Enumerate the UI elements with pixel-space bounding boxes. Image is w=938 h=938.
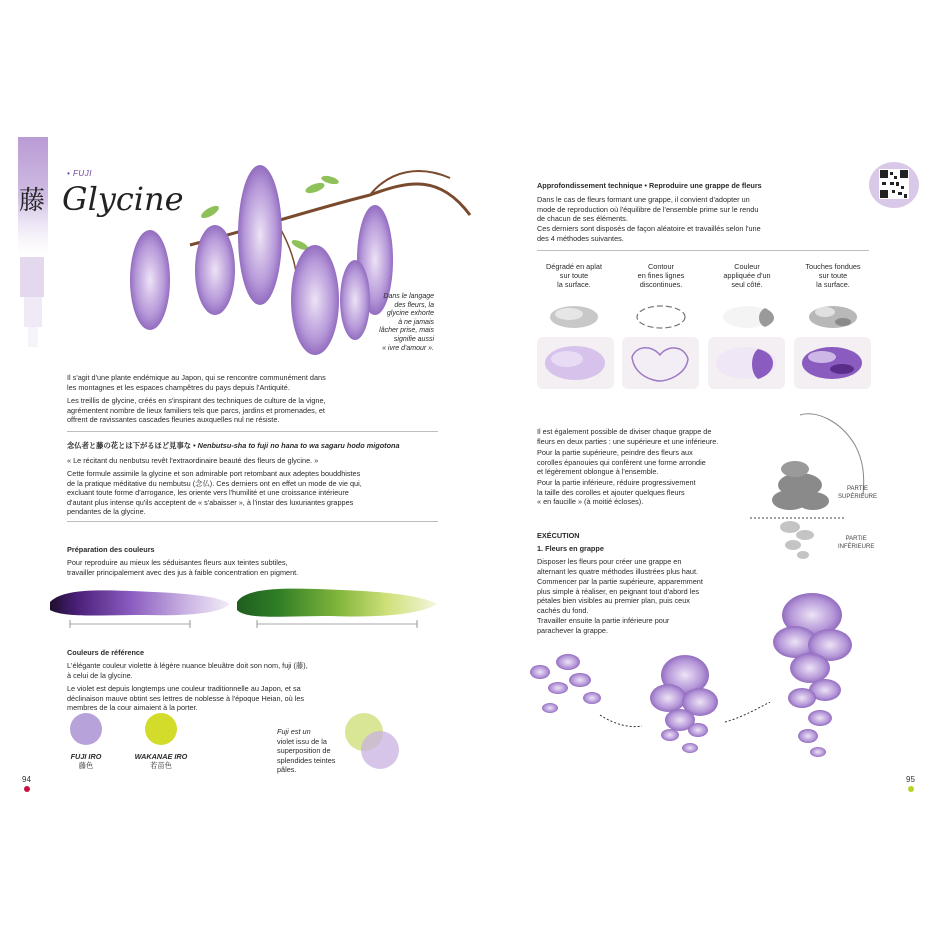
illustration-caption: Dans le langage des fleurs, la glycine exhorte à ne jamais lâcher prise, mais signifie aussi « ivre d'amour ». [379, 293, 434, 352]
watercolor-band [18, 137, 48, 347]
ref-colors-paragraph-1: L'élégante couleur violette à légère nuance bleuâtre doit son nom, fuji (藤), à celui de la glycine. [67, 661, 308, 680]
proverb-translation: « Le récitant du nenbutsu revêt l'extraordinaire beauté des fleurs de glycine. » [67, 456, 319, 465]
green-paint-stroke [232, 580, 442, 632]
divider [67, 521, 438, 522]
cluster-diagram [745, 405, 905, 575]
method-swatch-1 [537, 337, 614, 389]
exec-subheading: 1. Fleurs en grappe [537, 544, 604, 553]
page-number-right: 95 [906, 775, 915, 784]
part-lower-label: PARTIE INFÉRIEURE [838, 536, 875, 550]
tech-paragraph-2: Ces derniers sont disposés de façon aléatoire et travaillés selon l'une des 4 méthodes suivantes. [537, 224, 761, 243]
purple-paint-stroke [45, 582, 235, 632]
ref-colors-paragraph-2: Le violet est depuis longtemps une couleur traditionnelle au Japon, et sa déclinaison mauve obtint ses lettres de noblesse à l'époque Heian, où les membres de la cour aimaient à la porter. [67, 684, 305, 713]
kanji-heading: 藤 [19, 186, 46, 216]
intro-paragraph-2: Les treillis de glycine, créés en s'inspirant des techniques de culture de la vigne, agrémentent nombre de lieux familiers tels que parcs, jardins et promenades, et offrent de ravissantes cascades fleuries auxquelles nul ne résiste. [67, 396, 326, 425]
proverb-explanation: Cette formule assimile la glycine et son admirable port retombant aux adeptes bouddhistes de la pratique méditative du nembutsu (念仏). Ces derniers ont en effet un mode de vie qui, excluant toute forme d'arrogance, les oriente vers l'humilité et une croissance intérieure d'autant plus intense qu'ils acceptent de « s'abaisser », à l'instar des luxuriantes grappes pendantes de la glycine. [67, 469, 362, 517]
qr-code-icon[interactable] [868, 160, 920, 210]
proverb-heading: 念仏者と藤の花とは下がるほど見事な • Nenbutsu-sha to fuji no hana to wa sagaru hodo migotona [67, 441, 400, 450]
page-dot-right [908, 786, 914, 792]
wisteria-steps-illustration [520, 580, 880, 775]
intro-paragraph-1: Il s'agit d'une plante endémique au Japon, qui se rencontre communément dans les montagnes et les espaces champêtres du pays depuis l'Antiquité. [67, 373, 326, 392]
prep-text: Pour reproduire au mieux les séduisantes fleurs aux teintes subtiles, travailler principalement avec des jus à faible concentration en pigment. [67, 558, 299, 577]
exec-paragraph-1: Disposer les fleurs pour créer une grappe en alternant les quatre méthodes illustrées plus haut. [537, 557, 699, 576]
mix-note: Fuji est un violet issu de la superposition de splendides teintes pâles. [277, 727, 336, 775]
method-swatch-3 [708, 337, 785, 389]
fuji-iro-swatch [70, 713, 102, 745]
split-paragraph-1: Il est également possible de diviser chaque grappe de fleurs en deux parties : une supérieure et une inférieure. [537, 427, 719, 446]
page-dot-left [24, 786, 30, 792]
tech-heading: Approfondissement technique • Reproduire une grappe de fleurs [537, 181, 762, 190]
tech-paragraph-1: Dans le cas de fleurs formant une grappe, il convient d'adopter un mode de reproduction où l'équilibre de l'ensemble prime sur le rendu de chacun de ses éléments. [537, 195, 759, 224]
method-swatch-2 [622, 337, 699, 389]
method-label-1: Dégradé en aplat sur toute la surface. [546, 262, 602, 289]
color-overlap-circles [342, 712, 404, 774]
ref-colors-heading: Couleurs de référence [67, 648, 145, 657]
divider [67, 431, 438, 432]
page-number-left: 94 [22, 775, 31, 784]
kicker: • FUJI [67, 169, 92, 178]
wakanae-iro-swatch [145, 713, 177, 745]
page-title: Glycine [62, 180, 184, 218]
divider [537, 250, 869, 251]
exec-heading: EXÉCUTION [537, 531, 580, 540]
method-label-4: Touches fondues sur toute la surface. [805, 262, 861, 289]
exec-paragraph-3: Travailler ensuite la partie inférieure pour parachever la grappe. [537, 616, 670, 635]
split-paragraph-2: Pour la partie supérieure, peindre des fleurs aux corolles épanouies qui confèrent une forme arrondie et légèrement oblongue à l'ensemble. [537, 448, 706, 477]
prep-heading: Préparation des couleurs [67, 545, 155, 554]
method-grey-sketches [535, 300, 875, 335]
exec-paragraph-2: Commencer par la partie supérieure, apparemment plus simple à réaliser, en peignant tout d'abord les pétales bien visibles au premier plan, puis ceux cachés du fond. [537, 577, 703, 615]
wakanae-iro-label: WAKANAE IRO 若苗色 [134, 752, 188, 770]
method-label-3: Couleur appliquée d'un seul côté. [723, 262, 771, 289]
method-label-2: Contour en fines lignes discontinues. [637, 262, 685, 289]
method-swatch-4 [794, 337, 871, 389]
part-upper-label: PARTIE SUPÉRIEURE [838, 486, 878, 500]
fuji-iro-label: FUJI IRO 藤色 [70, 752, 102, 770]
split-paragraph-3: Pour la partie inférieure, réduire progressivement la taille des corolles et ajouter quelques fleurs « en faucille » (à moitié écloses). [537, 478, 696, 507]
